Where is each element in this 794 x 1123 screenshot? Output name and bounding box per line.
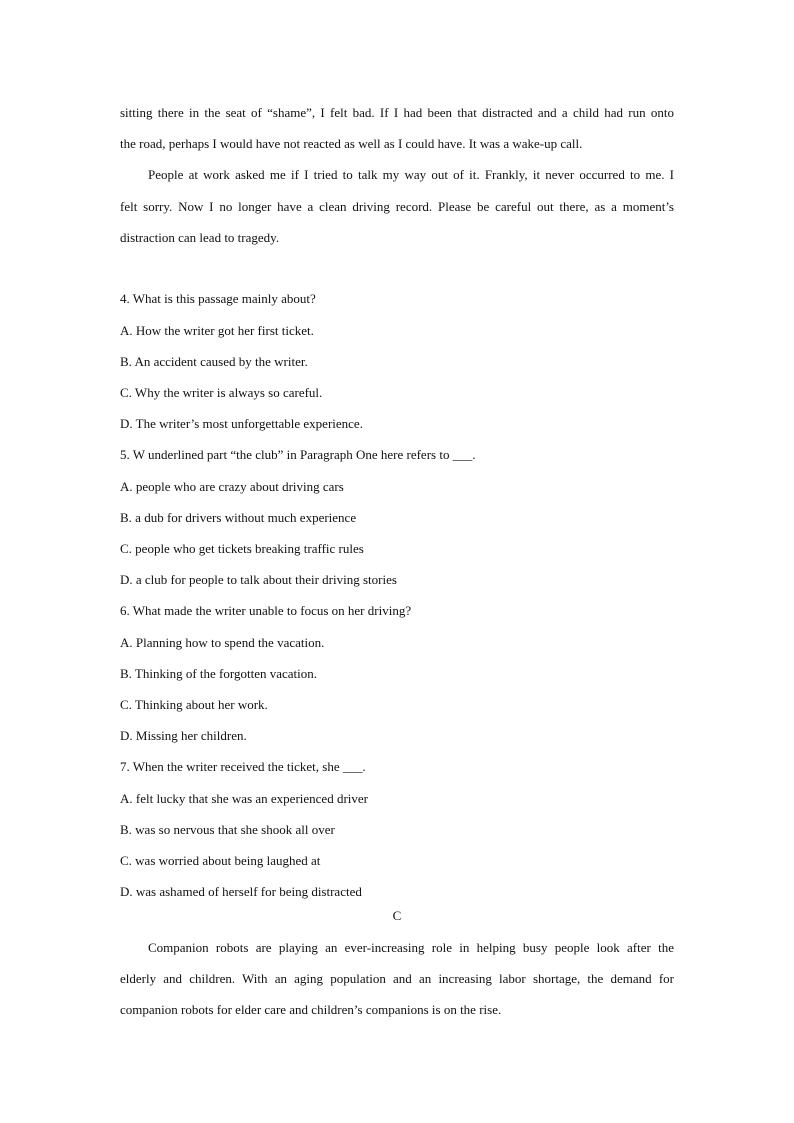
paragraph-line: felt sorry. Now I no longer have a clean driving record. Please be careful out there, as a moment’s [120,199,674,214]
paragraph-line: elderly and children. With an aging population and an increasing labor shortage, the demand for [120,971,674,986]
question-option: A. Planning how to spend the vacation. [120,635,325,650]
question-option: C. Why the writer is always so careful. [120,385,323,400]
question-option: D. The writer’s most unforgettable experience. [120,416,363,431]
question-option: B. Thinking of the forgotten vacation. [120,666,318,681]
question-stem: 6. What made the writer unable to focus on her driving? [120,603,412,618]
question-option: A. felt lucky that she was an experienced driver [120,791,368,806]
paragraph-line: sitting there in the seat of “shame”, I felt bad. If I had been that distracted and a child had run onto [120,105,674,120]
question-option: A. How the writer got her first ticket. [120,323,314,338]
paragraph-line: People at work asked me if I tried to talk my way out of it. Frankly, it never occurred to me. I [148,167,674,182]
section-heading: C [392,908,402,923]
question-option: B. An accident caused by the writer. [120,354,308,369]
question-stem: 7. When the writer received the ticket, she ___. [120,759,366,774]
question-option: B. a dub for drivers without much experience [120,510,357,525]
question-option: D. a club for people to talk about their driving stories [120,572,397,587]
question-option: A. people who are crazy about driving cars [120,479,344,494]
question-stem: 4. What is this passage mainly about? [120,291,316,306]
question-option: C. was worried about being laughed at [120,853,321,868]
paragraph-line: distraction can lead to tragedy. [120,230,280,245]
paragraph-line: Companion robots are playing an ever-increasing role in helping busy people look after the [148,940,674,955]
question-option: D. was ashamed of herself for being distracted [120,884,362,899]
question-option: B. was so nervous that she shook all over [120,822,335,837]
question-stem: 5. W underlined part “the club” in Paragraph One here refers to ___. [120,447,476,462]
question-option: C. Thinking about her work. [120,697,268,712]
question-option: D. Missing her children. [120,728,247,743]
paragraph-line: companion robots for elder care and children’s companions is on the rise. [120,1002,502,1017]
paragraph-line: the road, perhaps I would have not reacted as well as I could have. It was a wake-up call. [120,136,583,151]
question-option: C. people who get tickets breaking traffic rules [120,541,364,556]
